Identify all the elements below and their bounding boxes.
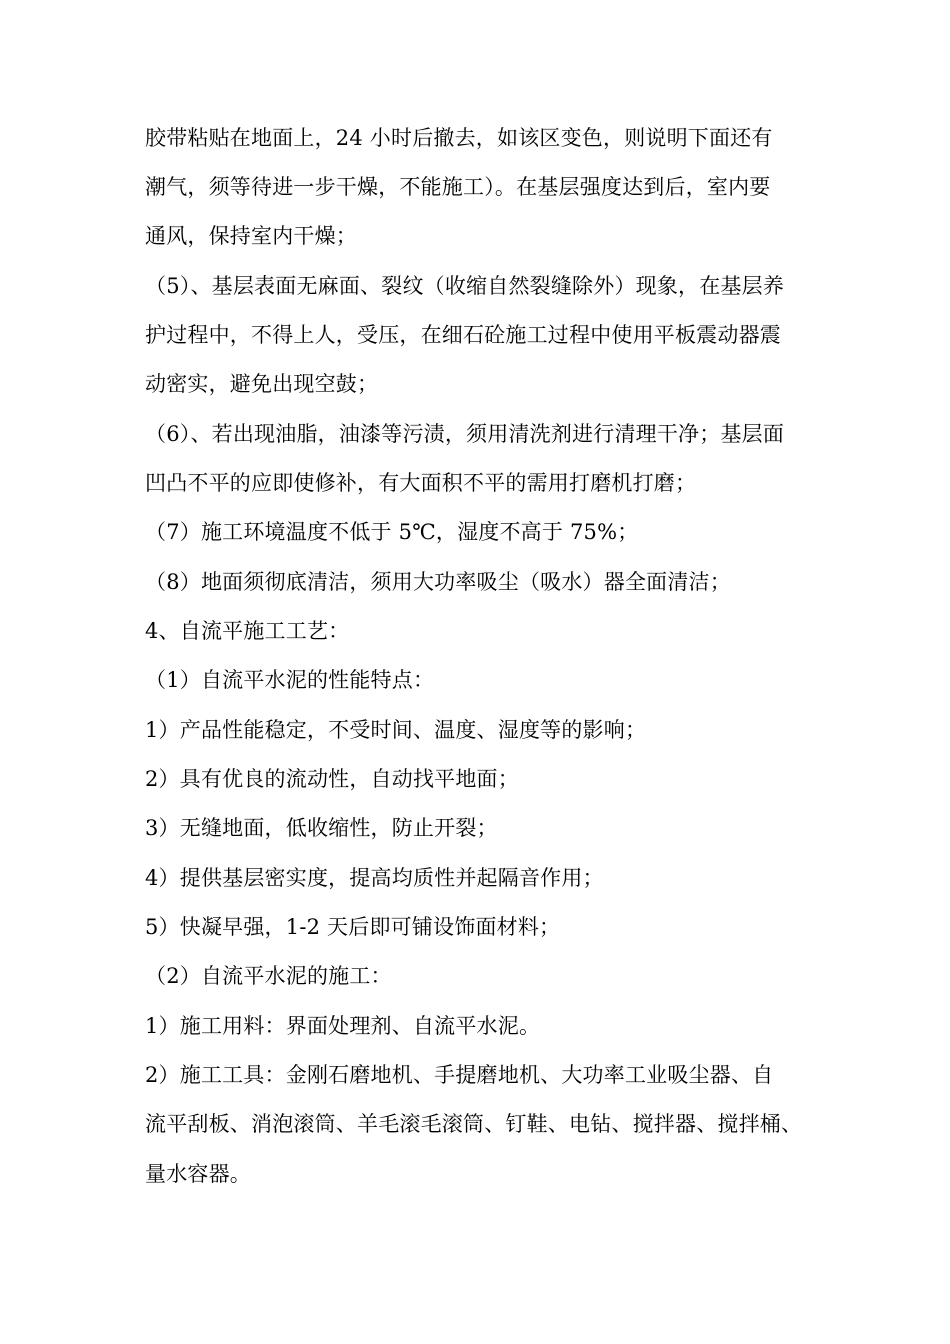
text-line: （5）、基层表面无麻面、裂纹（收缩自然裂缝除外）现象，在基层养 (145, 274, 785, 298)
subsection-heading: （2）自流平水泥的施工： (145, 964, 392, 988)
text-line: 流平刮板、消泡滚筒、羊毛滚毛滚筒、钉鞋、电钻、搅拌器、搅拌桶、 (145, 1112, 803, 1136)
list-item: 1）产品性能稳定，不受时间、温度、湿度等的影响； (145, 718, 647, 742)
text-line: 通风，保持室内干燥； (145, 224, 357, 248)
text-line: 动密实，避免出现空鼓； (145, 372, 379, 396)
list-item: 4）提供基层密实度，提高均质性并起隔音作用； (145, 866, 604, 890)
section-heading: 4、自流平施工工艺： (145, 619, 350, 643)
text-line: 凹凸不平的应即使修补，有大面积不平的需用打磨机打磨； (145, 471, 697, 495)
text-line: 护过程中，不得上人，受压，在细石砼施工过程中使用平板震动器震 (145, 323, 781, 347)
text-line: 潮气，须等待进一步干燥，不能施工）。在基层强度达到后，室内要 (145, 175, 771, 199)
subsection-heading: （1）自流平水泥的性能特点： (145, 668, 435, 692)
text-line: 量水容器。 (145, 1162, 251, 1186)
list-item: 3）无缝地面，低收缩性，防止开裂； (145, 816, 498, 840)
text-line: （8）地面须彻底清洁，须用大功率吸尘（吸水）器全面清洁； (145, 570, 731, 594)
list-item: 2）施工工具：金刚石磨地机、手提磨地机、大功率工业吸尘器、自 (145, 1063, 774, 1087)
list-item: 1）施工用料：界面处理剂、自流平水泥。 (145, 1014, 541, 1038)
list-item: 2）具有优良的流动性，自动找平地面； (145, 767, 519, 791)
list-item: 5）快凝早强，1-2 天后即可铺设饰面材料； (145, 915, 561, 939)
text-line: 胶带粘贴在地面上，24 小时后撤去，如该区变色，则说明下面还有 (145, 126, 773, 150)
text-line: （7）施工环境温度不低于 5℃，湿度不高于 75%； (145, 520, 639, 544)
text-line: （6）、若出现油脂，油漆等污渍，须用清洗剂进行清理干净；基层面 (145, 422, 785, 446)
